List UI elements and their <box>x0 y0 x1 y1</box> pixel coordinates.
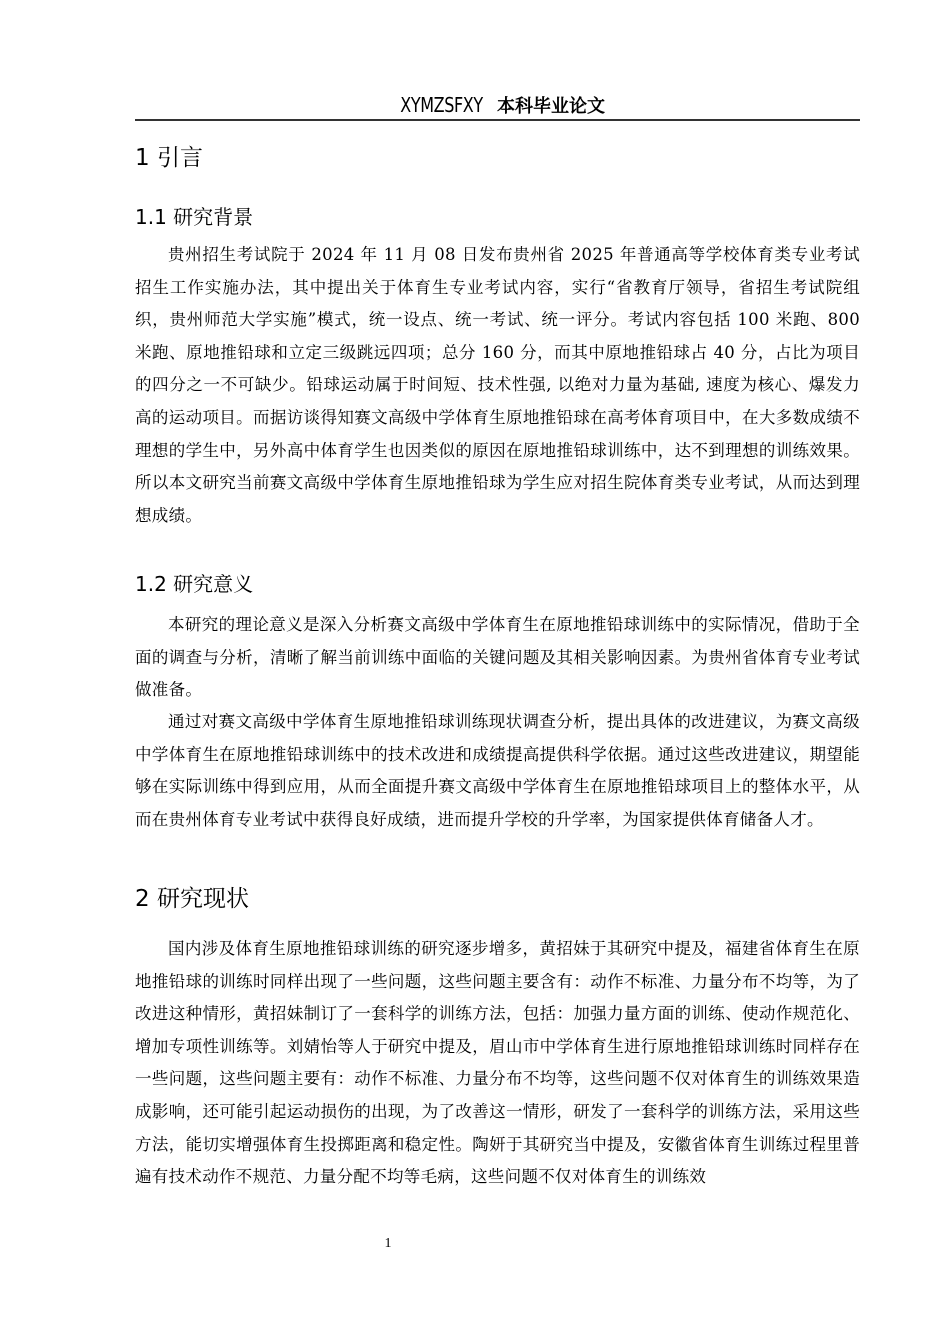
subsection-heading-background: 1.1 研究背景 <box>135 205 254 229</box>
section-heading-research-status: 2 研究现状 <box>135 886 249 912</box>
paragraph-significance-1: 本研究的理论意义是深入分析赛文高级中学体育生在原地推铅球训练中的实际情况，借助于全面的调查与分析，清晰了解当前训练中面临的关键问题及其相关影响因素。为贵州省体育专业考试做准备。 <box>135 615 860 700</box>
header-school-code: XYMZSFXY <box>400 93 483 117</box>
paragraph-significance-2: 通过对赛文高级中学体育生原地推铅球训练现状调查分析，提出具体的改进建议，为赛文高级中学体育生在原地推铅球训练中的技术改进和成绩提高提供科学依据。通过这些改进建议，期望能够在实际训练中得到应用，从而全面提升赛文高级中学体育生在原地推铅球项目上的整体水平，从而在贵州体育专业考试中获得良好成绩，进而提升学校的升学率，为国家提供体育储备人才。 <box>135 712 860 829</box>
section-heading-introduction: 1 引言 <box>135 145 203 171</box>
header-doc-type: 本科毕业论文 <box>497 96 605 117</box>
paragraph-research-status: 国内涉及体育生原地推铅球训练的研究逐步增多，黄招妹于其研究中提及，福建省体育生在原地推铅球的训练时同样出现了一些问题，这些问题主要含有：动作不标准、力量分布不均等，为了改进这种情形，黄招妹制订了一套科学的训练方法，包括：加强力量方面的训练、使动作规范化、增加专项性训练等。刘婧怡等人于研究中提及，眉山市中学体育生进行原地推铅球训练时同样存在一些问题，这些问题主要有：动作不标准、力量分布不均等，这些问题不仅对体育生的训练效果造成影响，还可能引起运动损伤的出现，为了改善这一情形，研发了一套科学的训练方法，采用这些方法，能切实增强体育生投掷距离和稳定性。陶妍于其研究当中提及，安徽省体育生训练过程里普遍有技术动作不规范、力量分配不均等毛病，这些问题不仅对体育生的训练效 <box>135 939 860 1187</box>
paragraph-background: 贵州招生考试院于 2024 年 11 月 08 日发布贵州省 2025 年普通高等学校体育类专业考试招生工作实施办法，其中提出关于体育生专业考试内容，实行“省教育厅领导，省招生考试院组织，贵州师范大学实施”模式，统一设点、统一考试、统一评分。考试内容包括 100 米跑、800 米跑、原地推铅球和立定三级跳远四项；总分 160 分，而其中原地推铅球占 40 分，占比为项目的四分之一不可缺少。铅球运动属于时间短、技术性强, 以绝对力量为基础, 速度为核心、爆发力高的运动项目。而据访谈得知赛文高级中学体育生原地推铅球在高考体育项目中，在大多数成绩不理想的学生中，另外高中体育学生也因类似的原因在原地推铅球训练中，达不到理想的训练效果。所以本文研究当前赛文高级中学体育生原地推铅球为学生应对招生院体育类专业考试，从而达到理想成绩。 <box>135 245 860 525</box>
page-number: 1 <box>384 1236 392 1251</box>
page-header <box>135 92 860 120</box>
subsection-heading-significance: 1.2 研究意义 <box>135 572 254 596</box>
header-divider <box>135 119 860 121</box>
